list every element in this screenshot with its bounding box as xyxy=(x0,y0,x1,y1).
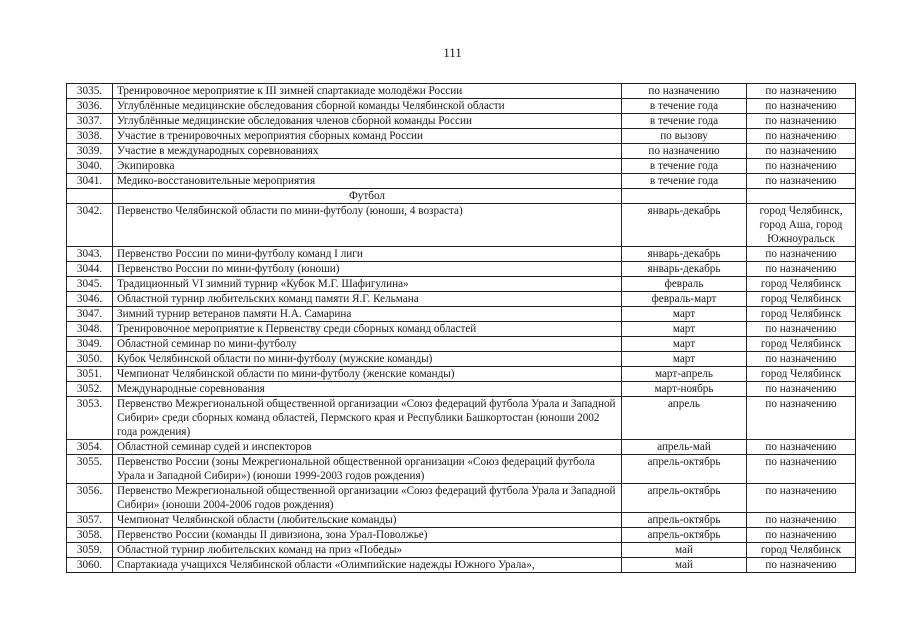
table-row xyxy=(67,144,856,159)
num-cell: 3056. xyxy=(67,484,113,513)
place-cell: город Челябинск xyxy=(747,277,856,292)
section-num-cell xyxy=(67,189,113,204)
num-cell: 3055. xyxy=(67,455,113,484)
name-cell: Областной турнир любительских команд на приз «Победы» xyxy=(113,543,622,558)
section-title: Футбол xyxy=(113,189,622,204)
table-row xyxy=(67,543,856,558)
date-cell: апрель xyxy=(622,397,747,440)
place-cell: по назначению xyxy=(747,513,856,528)
num-cell: 3037. xyxy=(67,114,113,129)
place-cell: по назначению xyxy=(747,397,856,440)
date-cell: январь-декабрь xyxy=(622,204,747,247)
place-cell: по назначению xyxy=(747,484,856,513)
date-cell: январь-декабрь xyxy=(622,247,747,262)
table-row xyxy=(67,247,856,262)
date-cell: в течение года xyxy=(622,99,747,114)
events-table xyxy=(66,83,856,573)
name-cell: Зимний турнир ветеранов памяти Н.А. Самарина xyxy=(113,307,622,322)
place-cell: по назначению xyxy=(747,247,856,262)
date-cell: апрель-октябрь xyxy=(622,484,747,513)
place-cell: по назначению xyxy=(747,352,856,367)
place-cell: по назначению xyxy=(747,129,856,144)
num-cell: 3036. xyxy=(67,99,113,114)
table-row xyxy=(67,307,856,322)
name-cell: Углублённые медицинские обследования членов сборной команды России xyxy=(113,114,622,129)
table-row xyxy=(67,455,856,484)
num-cell: 3042. xyxy=(67,204,113,247)
table-row xyxy=(67,292,856,307)
num-cell: 3053. xyxy=(67,397,113,440)
name-cell: Первенство России (зоны Межрегиональной общественной организации «Союз федераций футбола Урала и Западной Сибири») (юноши 1999-2003 годов рождения) xyxy=(113,455,622,484)
table-row xyxy=(67,484,856,513)
table-row xyxy=(67,129,856,144)
date-cell: апрель-октябрь xyxy=(622,528,747,543)
date-cell: март xyxy=(622,337,747,352)
name-cell: Областной семинар по мини-футболу xyxy=(113,337,622,352)
num-cell: 3059. xyxy=(67,543,113,558)
table-row xyxy=(67,440,856,455)
date-cell: май xyxy=(622,543,747,558)
date-cell: февраль xyxy=(622,277,747,292)
section-place-cell xyxy=(747,189,856,204)
date-cell: в течение года xyxy=(622,174,747,189)
table-row xyxy=(67,337,856,352)
num-cell: 3045. xyxy=(67,277,113,292)
num-cell: 3050. xyxy=(67,352,113,367)
name-cell: Традиционный VI зимний турнир «Кубок М.Г. Шафигулина» xyxy=(113,277,622,292)
date-cell: март xyxy=(622,307,747,322)
num-cell: 3041. xyxy=(67,174,113,189)
place-cell: по назначению xyxy=(747,322,856,337)
num-cell: 3057. xyxy=(67,513,113,528)
name-cell: Первенство России (команды II дивизиона, зона Урал-Поволжье) xyxy=(113,528,622,543)
date-cell: март-ноябрь xyxy=(622,382,747,397)
name-cell: Тренировочное мероприятие к Первенству среди сборных команд областей xyxy=(113,322,622,337)
date-cell: апрель-октябрь xyxy=(622,513,747,528)
num-cell: 3049. xyxy=(67,337,113,352)
date-cell: март-апрель xyxy=(622,367,747,382)
name-cell: Первенство России по мини-футболу (юноши) xyxy=(113,262,622,277)
num-cell: 3058. xyxy=(67,528,113,543)
table-row xyxy=(67,159,856,174)
name-cell: Чемпионат Челябинской области (любительские команды) xyxy=(113,513,622,528)
name-cell: Чемпионат Челябинской области по мини-футболу (женские команды) xyxy=(113,367,622,382)
place-cell: по назначению xyxy=(747,174,856,189)
table-row xyxy=(67,277,856,292)
date-cell: апрель-октябрь xyxy=(622,455,747,484)
name-cell: Тренировочное мероприятие к III зимней спартакиаде молодёжи России xyxy=(113,84,622,99)
name-cell: Участие в международных соревнованиях xyxy=(113,144,622,159)
date-cell: февраль-март xyxy=(622,292,747,307)
name-cell: Первенство Челябинской области по мини-футболу (юноши, 4 возраста) xyxy=(113,204,622,247)
name-cell: Первенство России по мини-футболу команд I лиги xyxy=(113,247,622,262)
place-cell: по назначению xyxy=(747,455,856,484)
name-cell: Участие в тренировочных мероприятия сборных команд России xyxy=(113,129,622,144)
name-cell: Спартакиада учащихся Челябинской области «Олимпийские надежды Южного Урала», xyxy=(113,558,622,573)
name-cell: Углублённые медицинские обследования сборной команды Челябинской области xyxy=(113,99,622,114)
place-cell: по назначению xyxy=(747,558,856,573)
place-cell: по назначению xyxy=(747,262,856,277)
num-cell: 3060. xyxy=(67,558,113,573)
num-cell: 3035. xyxy=(67,84,113,99)
num-cell: 3054. xyxy=(67,440,113,455)
date-cell: по назначению xyxy=(622,144,747,159)
num-cell: 3039. xyxy=(67,144,113,159)
num-cell: 3044. xyxy=(67,262,113,277)
table-row xyxy=(67,174,856,189)
table-row xyxy=(67,262,856,277)
date-cell: по назначению xyxy=(622,84,747,99)
table-row xyxy=(67,382,856,397)
place-cell: город Челябинск xyxy=(747,307,856,322)
place-cell: по назначению xyxy=(747,114,856,129)
place-cell: город Челябинск xyxy=(747,292,856,307)
table-row xyxy=(67,322,856,337)
name-cell: Областной семинар судей и инспекторов xyxy=(113,440,622,455)
place-cell: по назначению xyxy=(747,159,856,174)
date-cell: в течение года xyxy=(622,114,747,129)
table-row xyxy=(67,558,856,573)
table-row xyxy=(67,84,856,99)
table-row xyxy=(67,513,856,528)
place-cell: по назначению xyxy=(747,528,856,543)
table-row xyxy=(67,367,856,382)
place-cell: город Челябинск xyxy=(747,337,856,352)
table-row xyxy=(67,114,856,129)
date-cell: апрель-май xyxy=(622,440,747,455)
place-cell: город Челябинск xyxy=(747,543,856,558)
date-cell: по вызову xyxy=(622,129,747,144)
num-cell: 3043. xyxy=(67,247,113,262)
table-row xyxy=(67,204,856,247)
num-cell: 3047. xyxy=(67,307,113,322)
place-cell: по назначению xyxy=(747,144,856,159)
name-cell: Областной турнир любительских команд памяти Я.Г. Кельмана xyxy=(113,292,622,307)
date-cell: в течение года xyxy=(622,159,747,174)
num-cell: 3038. xyxy=(67,129,113,144)
name-cell: Первенство Межрегиональной общественной организации «Союз федераций футбола Урала и Западной Сибири» среди сборных команд областей, Пермского края и Республики Башкортостан (юноши 2002 года рождения) xyxy=(113,397,622,440)
date-cell: январь-декабрь xyxy=(622,262,747,277)
place-cell: город Челябинск, город Аша, город Южноуральск xyxy=(747,204,856,247)
table-row xyxy=(67,99,856,114)
name-cell: Медико-восстановительные мероприятия xyxy=(113,174,622,189)
date-cell: март xyxy=(622,322,747,337)
table-row xyxy=(67,528,856,543)
date-cell: март xyxy=(622,352,747,367)
place-cell: по назначению xyxy=(747,84,856,99)
name-cell: Первенство Межрегиональной общественной организации «Союз федераций футбола Урала и Западной Сибири» (юноши 2004-2006 годов рождения) xyxy=(113,484,622,513)
place-cell: по назначению xyxy=(747,99,856,114)
num-cell: 3048. xyxy=(67,322,113,337)
num-cell: 3040. xyxy=(67,159,113,174)
date-cell: май xyxy=(622,558,747,573)
place-cell: город Челябинск xyxy=(747,367,856,382)
place-cell: по назначению xyxy=(747,440,856,455)
table-row xyxy=(67,397,856,440)
section-row xyxy=(67,189,856,204)
place-cell: по назначению xyxy=(747,382,856,397)
name-cell: Международные соревнования xyxy=(113,382,622,397)
name-cell: Экипировка xyxy=(113,159,622,174)
name-cell: Кубок Челябинской области по мини-футболу (мужские команды) xyxy=(113,352,622,367)
table-row xyxy=(67,352,856,367)
page-number: 111 xyxy=(443,45,462,60)
num-cell: 3052. xyxy=(67,382,113,397)
section-date-cell xyxy=(622,189,747,204)
num-cell: 3051. xyxy=(67,367,113,382)
num-cell: 3046. xyxy=(67,292,113,307)
